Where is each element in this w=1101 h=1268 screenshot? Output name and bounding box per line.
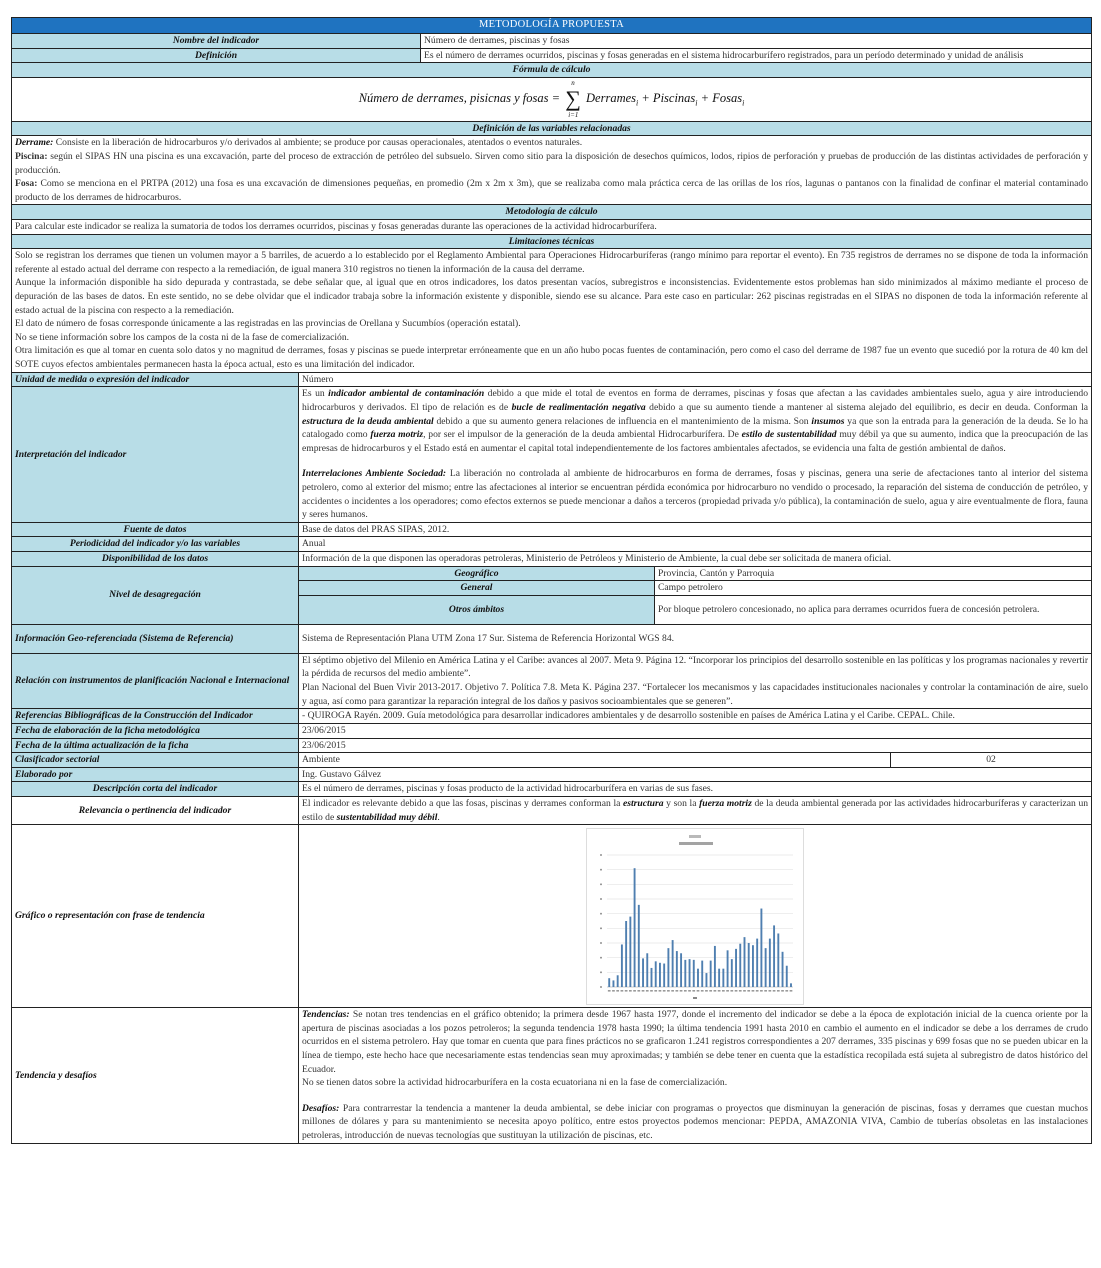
chart-x-tick-label <box>659 990 662 992</box>
chart-bar-1977 <box>651 968 653 987</box>
relacion-content <box>299 653 1092 708</box>
bar-chart <box>587 829 803 1004</box>
chart-x-tick-label <box>722 990 725 992</box>
formula-term-fosas: + Fosas$_i$ <box>700 91 745 108</box>
row-nombre <box>12 33 1092 48</box>
definicion-label: Definición <box>12 48 421 63</box>
chart-x-tick-label <box>785 990 788 992</box>
chart-bar-1985 <box>684 960 686 987</box>
chart-bar-1994 <box>722 968 724 986</box>
interpretacion-fragment: Es un <box>302 388 329 400</box>
desagregacion-value: Por bloque petrolero concesionado, no aplica para derrames ocurridos fuera de concesión petrolera. <box>655 595 1092 624</box>
chart-x-tick-label <box>680 990 683 992</box>
chart-bar-1993 <box>718 968 720 986</box>
row-clasificador <box>12 753 1092 768</box>
interpretacion-paragraph: Interrelaciones Ambiente Sociedad: La liberación no controlada al ambiente de hidrocarburos en forma de derrames, fosas y piscinas, genera una serie de afectaciones tanto al interior del sistema petrolero, como al exterior del mismo; entre las afectaciones al interior se encuentran pérdida económica por hidrocarburo no vendido o procesado, la reparación del sistema de conducción de petróleo, y accidentes o incidentes a los operadores; como efectos externos se puede mencionar a daños a terceros (propiedad privada y/o pública), la contaminación de suelo, agua y aire eventualmente de flora, fauna y seres humanos. <box>302 468 1089 521</box>
row-periodicidad <box>12 537 1092 552</box>
interpretacion-content <box>299 387 1092 522</box>
row-elaborado <box>12 767 1092 782</box>
chart-bar-1967 <box>608 978 610 987</box>
chart-x-tick-label <box>612 990 615 992</box>
row-fuente <box>12 522 1092 537</box>
chart-y-tick-label <box>600 913 602 915</box>
tendencia-label: Tendencia y desafíos <box>12 1008 299 1143</box>
row-fecha-elaboracion <box>12 723 1092 738</box>
nombre-value: Número de derrames, piscinas y fosas <box>421 33 1092 48</box>
nombre-label: Nombre del indicador <box>12 33 421 48</box>
chart-x-tick-label <box>688 990 691 992</box>
chart-x-tick-label <box>714 990 717 992</box>
chart-bar-2001 <box>752 945 754 987</box>
chart-bar-1989 <box>701 960 703 986</box>
relevancia-fragment: . <box>437 811 440 823</box>
limitacion-paragraph: No se tiene información sobre los campos de la costa ni de la fase de comercialización. <box>15 331 350 343</box>
relevancia-fragment: El indicador es relevante debido a que las fosas, piscinas y derrames conforman la <box>302 797 623 809</box>
referencias-value: - QUIROGA Rayén. 2009. Guía metodológica para desarrollar indicadores ambientales y de desarrollo sostenible en países de América Latina y el Caribe. CEPAL. Chile. <box>299 709 1092 724</box>
interpretacion-fragment: , por ser el impulsor de la generación de la deuda ambiental Hidrocarburífera. De <box>423 429 742 441</box>
disponibilidad-label: Disponibilidad de los datos <box>12 552 299 567</box>
chart-bar-2008 <box>782 951 784 986</box>
clasificador-code: 02 <box>891 753 1092 768</box>
formula-term-derrames: Derrames$_i$ <box>586 91 639 108</box>
methodology-sheet <box>11 17 1092 1144</box>
fecha-elaboracion-value: 23/06/2015 <box>299 723 1092 738</box>
chart-bar-1974 <box>638 905 640 987</box>
chart-bar-1976 <box>646 953 648 987</box>
chart-bar-1998 <box>739 943 741 986</box>
row-limitaciones <box>12 249 1092 372</box>
chart-bar-1968 <box>613 980 615 987</box>
chart-x-tick-label <box>697 990 700 992</box>
grafico-cell <box>299 825 1092 1008</box>
row-relevancia <box>12 796 1092 824</box>
chart-x-tick-label <box>608 990 611 992</box>
chart-x-tick-label <box>625 990 628 992</box>
tendencias-note: No se tienen datos sobre la actividad hidrocarburífera en la costa ecuatoriana ni en la fase de comercialización. <box>302 1077 728 1089</box>
chart-x-tick-label <box>760 990 763 992</box>
chart-x-tick-label <box>752 990 755 992</box>
row-grafico <box>12 825 1092 1008</box>
desagregacion-key: Otros ámbitos <box>299 595 655 624</box>
desagregacion-key: Geográfico <box>299 566 655 581</box>
clasificador-value: Ambiente <box>299 753 891 768</box>
variables-content <box>12 136 1092 205</box>
chart-x-tick-label <box>642 990 645 992</box>
formula-lhs: Número de derrames, pisicnas y fosas = <box>358 91 561 106</box>
row-tendencia <box>12 1008 1092 1143</box>
chart-bar-1978 <box>655 961 657 987</box>
disponibilidad-value: Información de la que disponen las operadoras petroleras, Ministerio de Petróleos y Ministerio de Ambiente, la cual debe ser solicitada de manera oficial. <box>299 552 1092 567</box>
variable-derrame: Derrame: Consiste en la liberación de hidrocarburos y/o derivados al ambiente; se produce por causas operacionales, atentados o eventos naturales. <box>15 137 583 149</box>
unidad-label: Unidad de medida o expresión del indicador <box>12 372 299 387</box>
limitacion-paragraph: Aunque la información disponible ha sido depurada y contrastada, se debe señalar que, al igual que en otros indicadores, los datos presentan vacíos, subregistros e inconsistencias. Evidentemente estos problemas han sido minimizados al máximo mediante el proceso de depuración de las bases de datos. En este sentido, no se debe olvidar que el indicador trabaja sobre la información existente y disponible, siendo ese su alcance. Para este caso en particular: 262 piscinas registradas en el SIPAS no disponen de toda la información referente al estado actual de la piscina con respecto a la remediación. <box>15 277 1089 316</box>
chart-bar-1981 <box>667 948 669 987</box>
chart-x-tick-label <box>633 990 636 992</box>
chart-bar-1988 <box>697 968 699 986</box>
interpretacion-fragment: ya que son la entrada para la generación de la deuda. Se lo ha catalogado como <box>302 415 1089 441</box>
elaborado-label: Elaborado por <box>12 767 299 782</box>
relacion-label: Relación con instrumentos de planificación Nacional e Internacional <box>12 653 299 708</box>
interpretacion-fragment: muy débil ya que su aumento, indica que la preocupación de las empresas de hidrocarburos y el Estado está en aumentar el capital total independientemente de los factores ambientales afectados, se evidencia una falta de gestión ambiental de daños. <box>302 429 1089 454</box>
relevancia-value <box>299 796 1092 824</box>
chart-bar-2004 <box>765 948 767 987</box>
fuente-value: Base de datos del PRAS SIPAS, 2012. <box>299 522 1092 537</box>
row-fecha-actualizacion <box>12 738 1092 753</box>
interpretacion-fragment: indicador ambiental de contaminación <box>328 388 485 400</box>
row-unidad <box>12 372 1092 387</box>
relevancia-label: Relevancia o pertinencia del indicador <box>12 796 299 824</box>
chart-bar-2003 <box>760 908 762 986</box>
tendencias-paragraph: Tendencias: Se notan tres tendencias en el gráfico obtenido; la primera desde 1967 hasta 1977, donde el incremento del indicador se debe a la época de explotación inicial de la cuenca oriente por la apertura de piscinas asociadas a los pozos petroleros; la segunda tendencia 1978 hasta 1990; la última tendencia 1991 hasta 2010 en cambio el aumento en el indicador se debe a los derrames de crudo ocurridos en el sistema petrolero. Hay que tomar en cuenta que para fines prácticos no se graficaron 1.241 registros correspondientes a 207 derrames, 335 piscinas y 699 fosas que no se pueden ubicar en la línea de tiempo, este hecho hace que necesariamente estas tendencias sean muy aproximadas; y también se debe tener en cuenta que la estadística recopilada está sujeta al subregistro de datos histórico del Ecuador. <box>302 1009 1089 1075</box>
chart-bar-1991 <box>710 960 712 986</box>
chart-x-tick-label <box>650 990 653 992</box>
desagregacion-key: General <box>299 581 655 596</box>
chart-x-axis-label <box>693 997 697 999</box>
sum-upper: n <box>571 79 575 88</box>
row-georef <box>12 624 1092 653</box>
chart-bar-1995 <box>727 950 729 987</box>
chart-bar-1971 <box>625 921 627 987</box>
interpretacion-paragraph <box>302 387 1088 455</box>
chart-x-tick-label <box>764 990 767 992</box>
chart-x-tick-label <box>654 990 657 992</box>
chart-bar-1999 <box>744 937 746 987</box>
chart-y-tick-label <box>600 942 602 944</box>
row-descripcion <box>12 782 1092 797</box>
tendencia-content <box>299 1008 1092 1143</box>
limitacion-paragraph: Solo se registran los derrames que tienen un volumen mayor a 5 barriles, de acuerdo a lo establecido por el Reglamento Ambiental para Operaciones Hidrocarburíferas (rango mínimo para reportar el evento). En 735 registros de derrames no se dispone de toda la información referente al estado actual del derrame con respecto a la remediación, de igual manera 310 registros no tienen la información de la causa del derrame. <box>15 250 1089 275</box>
metodologia-header: Metodología de cálculo <box>12 205 1092 220</box>
row-formula <box>12 77 1092 121</box>
chart-bar-1979 <box>659 962 661 986</box>
variable-piscina: Piscina: según el SIPAS HN una piscina es una excavación, parte del proceso de extracción de petróleo del subsuelo. Sirven como sitio para la disposición de desechos químicos, lodos, ripios de perforación y pruebas de producción de las distintas actividades de perforación y producción. <box>15 150 1089 176</box>
chart-y-tick-label <box>600 898 602 900</box>
chart-bar-1973 <box>634 868 636 987</box>
fecha-actualizacion-value: 23/06/2015 <box>299 738 1092 753</box>
fecha-elaboracion-label: Fecha de elaboración de la ficha metodológica <box>12 723 299 738</box>
row-referencias <box>12 709 1092 724</box>
chart-x-tick-label <box>769 990 772 992</box>
limitaciones-header: Limitaciones técnicas <box>12 234 1092 249</box>
row-variables <box>12 136 1092 205</box>
limitacion-paragraph: Otra limitación es que al tomar en cuenta solo datos y no magnitud de derrames, fosas y piscinas se puede interpretar erróneamente que en un año hubo pocas fuentes de contaminación, pero como el caso del derrame de 1987 fue un evento que sucedió por la rotura de 40 km del SOTE cuyos efectos ambientales permanecen hasta la época actual, esto es una limitación del indicador. <box>15 345 1089 371</box>
chart-y-tick-label <box>600 986 602 988</box>
interpretacion-fragment: estructura de la deuda ambiental <box>302 415 434 427</box>
chart-bar-1986 <box>689 959 691 987</box>
periodicidad-value: Anual <box>299 537 1092 552</box>
chart-x-tick-label <box>747 990 750 992</box>
chart-bar-1997 <box>735 949 737 987</box>
relevancia-fragment: y son la <box>663 797 700 809</box>
chart-bar-1980 <box>663 963 665 986</box>
chart-subtitle-placeholder <box>679 842 713 845</box>
definicion-value: Es el número de derrames ocurridos, piscinas y fosas generadas en el sistema hidrocarburífero registrados, para un período determinado y unidad de análisis <box>421 48 1092 63</box>
chart-x-tick-label <box>705 990 708 992</box>
chart-bar-2007 <box>777 933 779 987</box>
referencias-label: Referencias Bibliográficas de la Construcción del Indicador <box>12 709 299 724</box>
chart-y-tick-label <box>600 883 602 885</box>
interpretacion-fragment: debido a que su aumento tiende a mantener al sistema alejado del equilibrio, es decir en deuda. Conforman la <box>645 401 1089 413</box>
desagregacion-value: Campo petrolero <box>655 581 1092 596</box>
row-desagregacion-geo <box>12 566 1092 581</box>
descripcion-value: Es el número de derrames, piscinas y fosas producto de la actividad hidrocarburífera en varias de sus fases. <box>299 782 1092 797</box>
desafios-paragraph: Desafíos: Para contrarrestar la tendencia a mantener la deuda ambiental, se debe iniciar con programas o proyectos que disminuyan la generación de piscinas, fosas y derrames que cuestan muchos millones de dólares y para su mantenimiento se necesita apoyo político, entre estos proyectos podemos mencionar: PEPDA, AMAZONIA VIVA, Cambio de tuberías obsoletas en las instalaciones petroleras, introducción de nuevas tecnologías que sustituyan la utilización de piscinas, etc. <box>302 1102 1089 1142</box>
descripcion-label: Descripción corta del indicador <box>12 782 299 797</box>
row-definicion <box>12 48 1092 63</box>
chart-bar-1969 <box>617 975 619 987</box>
chart-bar-1984 <box>680 953 682 987</box>
elaborado-value: Ing. Gustavo Gálvez <box>299 767 1092 782</box>
desagregacion-label: Nivel de desagregación <box>12 566 299 624</box>
chart-bar-1972 <box>629 916 631 986</box>
georef-label: Información Geo-referenciada (Sistema de Referencia) <box>12 624 299 653</box>
chart-x-tick-label <box>616 990 619 992</box>
metodologia-text: Para calcular este indicador se realiza la sumatoria de todos los derrames ocurridos, piscinas y fosas generadas durante las operaciones de la actividad hidrocarburífera. <box>12 220 1092 235</box>
chart-y-tick-label <box>600 927 602 929</box>
chart-bar-1983 <box>676 951 678 987</box>
chart-x-tick-label <box>646 990 649 992</box>
chart-y-tick-label <box>600 971 602 973</box>
chart-bar-1996 <box>731 959 733 987</box>
chart-x-tick-label <box>726 990 729 992</box>
chart-bar-1975 <box>642 958 644 987</box>
chart-title-placeholder <box>689 835 701 838</box>
chart-x-tick-label <box>777 990 780 992</box>
chart-x-tick-label <box>790 990 793 992</box>
interpretacion-fragment: debido a que mide el total de eventos en forma de derrames, piscinas y fosas que afectan a las cavidades ambientales suelo, agua y aire introduciendo hidrocarburos y derivados. El tipo de relación es de <box>302 388 1089 413</box>
chart-x-tick-label <box>676 990 679 992</box>
chart-x-tick-label <box>663 990 666 992</box>
limitaciones-content <box>12 249 1092 372</box>
chart-bar-2009 <box>786 965 788 986</box>
relevancia-fragment: sustentabilidad muy débil <box>336 811 438 823</box>
chart-x-tick-label <box>718 990 721 992</box>
unidad-value: Número <box>299 372 1092 387</box>
chart-bar-1970 <box>621 944 623 987</box>
chart-bar-1987 <box>693 960 695 987</box>
variables-header: Definición de las variables relacionadas <box>12 121 1092 136</box>
interpretacion-label: Interpretación del indicador <box>12 387 299 522</box>
georef-value: Sistema de Representación Plana UTM Zona 17 Sur. Sistema de Referencia Horizontal WGS 84. <box>299 624 1092 653</box>
relacion-paragraph: Plan Nacional del Buen Vivir 2013-2017. Objetivo 7. Política 7.8. Meta K. Página 237. “Fortalecer los mecanismos y las capacidades institucionales nacionales y controlar la contaminación de aire, suelo y agua, así como para garantizar la reparación integral de los daños y pasivos socioambientales que se generen”. <box>302 682 1089 707</box>
chart-y-tick-label <box>600 869 602 871</box>
chart-x-tick-label <box>709 990 712 992</box>
interpretacion-fragment: insumos <box>811 415 845 427</box>
relacion-paragraph: El séptimo objetivo del Milenio en América Latina y el Caribe: avances al 2007. Meta 9. Página 12. “Incorporar los principios del desarrollo sostenible en las políticas y los programas nacionales y revertir la pérdida de recursos del medio ambiente”. <box>302 654 1089 680</box>
clasificador-label: Clasificador sectorial <box>12 753 299 768</box>
chart-bar-2000 <box>748 943 750 987</box>
chart-bar-1992 <box>714 946 716 987</box>
title-row <box>12 18 1092 34</box>
chart-y-tick-label <box>600 854 602 856</box>
chart-bar-2010 <box>790 983 792 987</box>
summation-icon: ∑ n i=1 <box>565 79 581 120</box>
relevancia-fragment: fuerza motriz <box>699 797 752 809</box>
chart-x-tick-label <box>637 990 640 992</box>
chart-x-tick-label <box>743 990 746 992</box>
chart-x-tick-label <box>684 990 687 992</box>
chart-x-tick-label <box>730 990 733 992</box>
row-disponibilidad <box>12 552 1092 567</box>
formula <box>12 77 1092 121</box>
sum-lower: i=1 <box>568 111 579 120</box>
relevancia-fragment: de la deuda ambiental generada por las actividades hidrocarburíferas y caracterizan un estilo de <box>302 797 1089 823</box>
chart-bar-2006 <box>773 925 775 987</box>
chart-y-tick-label <box>600 957 602 959</box>
formula-term-piscinas: + Piscinas$_i$ <box>641 91 698 108</box>
chart-x-tick-label <box>692 990 695 992</box>
chart-frame <box>586 828 804 1005</box>
chart-x-tick-label <box>756 990 759 992</box>
chart-x-tick-label <box>781 990 784 992</box>
chart-x-tick-label <box>773 990 776 992</box>
chart-bar-2002 <box>756 938 758 986</box>
desagregacion-value: Provincia, Cantón y Parroquia <box>655 566 1092 581</box>
interpretacion-fragment: estilo de sustentabilidad <box>741 429 837 441</box>
relevancia-fragment: estructura <box>623 797 664 809</box>
formula-header: Fórmula de cálculo <box>12 63 1092 78</box>
chart-x-tick-label <box>667 990 670 992</box>
fecha-actualizacion-label: Fecha de la última actualización de la ficha <box>12 738 299 753</box>
row-interpretacion <box>12 387 1092 522</box>
interpretacion-fragment: fuerza motriz <box>370 429 424 441</box>
chart-x-tick-label <box>701 990 704 992</box>
variable-fosa: Fosa: Como se menciona en el PRTPA (2012) una fosa es una excavación de dimensiones pequeñas, en promedio (2m x 2m x 3m), que se realizaba como mala práctica cerca de las orillas de los ríos, lagunas o pantanos con la finalidad de confinar el material contaminado producto de los derrames de hidrocarburos. <box>15 178 1089 203</box>
interpretacion-fragment: bucle de realimentación negativa <box>511 401 646 413</box>
grafico-label: Gráfico o representación con frase de tendencia <box>12 825 299 1008</box>
row-relacion <box>12 653 1092 708</box>
periodicidad-label: Periodicidad del indicador y/o las variables <box>12 537 299 552</box>
chart-x-tick-label <box>621 990 624 992</box>
limitacion-paragraph: El dato de número de fosas corresponde únicamente a las registradas en las provincias de Orellana y Sucumbíos (operación estatal). <box>15 318 521 330</box>
chart-x-tick-label <box>629 990 632 992</box>
chart-x-tick-label <box>739 990 742 992</box>
chart-bar-1982 <box>672 940 674 987</box>
interpretacion-fragment: debido a que su aumento genera relaciones de influencia en el mantenimiento de la misma. Son <box>433 415 812 427</box>
sheet-title: METODOLOGÍA PROPUESTA <box>12 18 1092 34</box>
chart-bar-1990 <box>706 973 708 987</box>
chart-x-tick-label <box>735 990 738 992</box>
chart-x-tick-label <box>671 990 674 992</box>
fuente-label: Fuente de datos <box>12 522 299 537</box>
chart-bar-2005 <box>769 938 771 986</box>
